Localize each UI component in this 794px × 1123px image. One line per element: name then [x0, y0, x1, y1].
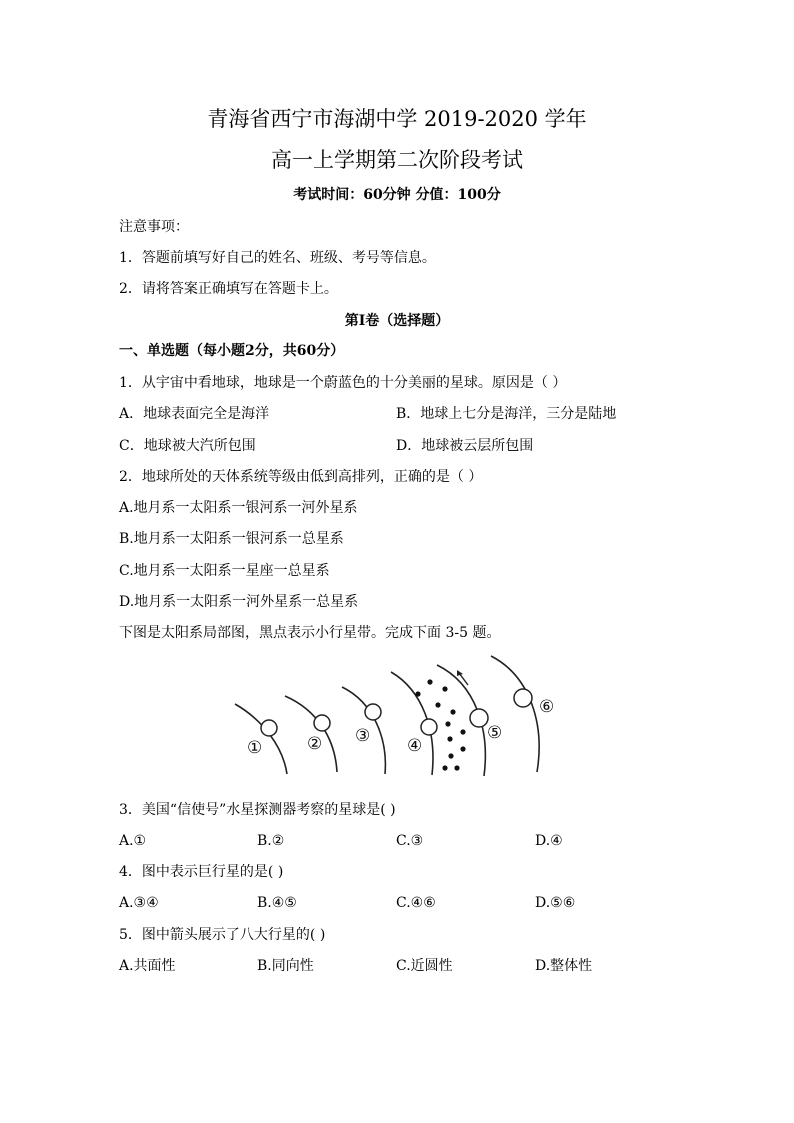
note-item-1: 1．答题前填写好自己的姓名、班级、考号等信息。	[119, 250, 436, 266]
planet-2	[314, 715, 330, 731]
exam-info: 考试时间：60分钟 分值：100分	[293, 187, 501, 203]
q2-option-b: B.地月系一太阳系一银河系一总星系	[119, 531, 344, 547]
note-item-2: 2．请将答案正确填写在答题卡上。	[119, 281, 338, 297]
q1-stem: 1．从宇宙中看地球，地球是一个蔚蓝色的十分美丽的星球。原因是（ ）	[119, 375, 567, 391]
planet-label-3: ③	[355, 726, 371, 746]
q3-option-b: B.②	[257, 833, 285, 849]
q4-option-c: C.④⑥	[396, 895, 436, 911]
title-line-1: 青海省西宁市海湖中学 2019-2020 学年	[207, 107, 587, 131]
orbit-6	[491, 656, 539, 772]
solar-system-diagram	[225, 652, 585, 780]
figure-intro: 下图是太阳系局部图，黑点表示小行星带。完成下面 3-5 题。	[119, 625, 501, 641]
planet-4	[421, 719, 437, 735]
planet-label-4: ④	[407, 736, 423, 756]
q5-option-d: D.整体性	[535, 958, 593, 974]
planet-1	[261, 720, 277, 736]
q3-option-a: A.①	[119, 833, 147, 849]
q2-stem: 2．地球所处的天体系统等级由低到高排列，正确的是（ ）	[119, 469, 483, 485]
arrow-icon	[457, 670, 468, 685]
q4-option-a: A.③④	[119, 895, 159, 911]
q5-option-c: C.近圆性	[396, 958, 453, 974]
q4-stem: 4．图中表示巨行星的是( )	[119, 864, 284, 880]
planet-label-6: ⑥	[539, 697, 555, 717]
volume-title: 第I卷（选择题）	[344, 313, 450, 329]
planet-5	[470, 709, 488, 727]
planet-label-2: ②	[307, 734, 323, 754]
planet-label-1: ①	[247, 738, 263, 758]
q4-option-b: B.④⑤	[257, 895, 297, 911]
planet-3	[365, 704, 381, 720]
part-title: 一、单选题（每小题2分，共60分）	[119, 343, 345, 359]
q5-option-a: A.共面性	[119, 958, 176, 974]
q1-option-c: C．地球被大汽所包围	[119, 438, 256, 454]
q3-option-c: C.③	[396, 833, 424, 849]
q1-option-a: A．地球表面完全是海洋	[119, 406, 270, 422]
planet-label-5: ⑤	[487, 723, 503, 743]
q3-stem: 3．美国“信使号”水星探测器考察的星球是( )	[119, 802, 396, 818]
planet-6	[514, 689, 532, 707]
q3-option-d: D.④	[535, 833, 563, 849]
q2-option-a: A.地月系一太阳系一银河系一河外星系	[119, 500, 358, 516]
q1-option-d: D．地球被云层所包围	[396, 438, 534, 454]
q1-option-b: B．地球上七分是海洋，三分是陆地	[396, 406, 617, 422]
notes-heading: 注意事项：	[119, 219, 189, 235]
q5-option-b: B.同向性	[257, 958, 314, 974]
q5-stem: 5．图中箭头展示了八大行星的( )	[119, 927, 326, 943]
title-line-2: 高一上学期第二次阶段考试	[271, 148, 523, 172]
q2-option-c: C.地月系一太阳系一星座一总星系	[119, 563, 330, 579]
q4-option-d: D.⑤⑥	[535, 895, 576, 911]
q2-option-d: D.地月系一太阳系一河外星系一总星系	[119, 594, 359, 610]
